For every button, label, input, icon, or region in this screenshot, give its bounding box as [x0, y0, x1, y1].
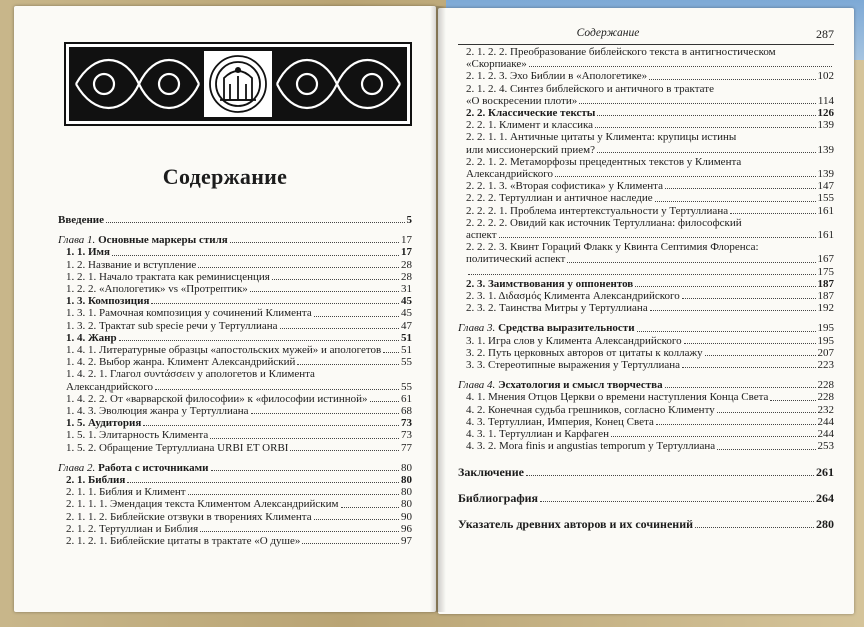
toc-page-number: 280 [816, 516, 834, 531]
toc-page-number: 195 [817, 322, 834, 335]
toc-entry [58, 356, 412, 368]
dot-leader [665, 188, 816, 189]
toc-entry-title: 1. 4. 2. 1. Глагол συντάσσειν у апологетов и Климента [66, 368, 315, 381]
dot-leader [529, 66, 832, 67]
toc-page-number: 28 [401, 258, 412, 271]
chapter-title: Средства выразительности [498, 322, 635, 335]
toc-entry [58, 234, 412, 246]
toc-entry-title [458, 379, 663, 391]
dot-leader [251, 413, 399, 414]
chapter-title: Эсхатология и смысл творчества [498, 379, 663, 392]
dot-leader [682, 298, 816, 299]
left-page [14, 6, 436, 612]
toc-page-number: 244 [817, 428, 834, 441]
toc-entry-title: 2. 3. 2. Таинства Митры у Тертуллиана [466, 302, 648, 315]
toc-page-number: 80 [401, 461, 412, 474]
toc-page-number: 264 [816, 490, 834, 505]
toc-page-number: 187 [817, 277, 834, 290]
toc-entry-title: 2. 2. Классические тексты [466, 107, 596, 120]
toc-entry-title: 1. 4. Жанр [66, 331, 117, 344]
toc-page-number: 114 [817, 94, 834, 107]
toc-entry [458, 46, 834, 70]
toc-page-number: 17 [401, 246, 412, 259]
dot-leader [635, 286, 815, 287]
toc-entry [458, 107, 834, 119]
toc-entry [58, 307, 412, 319]
dot-leader [188, 494, 399, 495]
toc-entry-title: 2. 2. 2. Тертуллиан и античное наследие [466, 192, 653, 205]
toc-entry-title: Указатель древних авторов и их сочинений [458, 516, 694, 531]
toc-entry [458, 266, 834, 278]
toc-entry-title: 1. 5. Аудитория [66, 417, 142, 430]
toc-entry [58, 523, 412, 535]
toc-entry [458, 335, 834, 347]
toc-page-number: 232 [817, 403, 834, 416]
dot-leader [595, 127, 815, 128]
toc-page-number: 80 [401, 498, 412, 511]
toc-entry [58, 474, 412, 486]
toc-entry-title: 3. 1. Игра слов у Климента Александрийского [466, 334, 682, 347]
dot-leader [650, 310, 816, 311]
dot-leader [290, 450, 399, 451]
toc-entry [58, 332, 412, 344]
page-title: Содержание [162, 164, 288, 189]
toc-entry [58, 511, 412, 523]
toc-page-number: 5 [406, 214, 412, 226]
toc-entry-title [58, 462, 209, 474]
toc-gap [458, 314, 834, 322]
dot-leader [579, 103, 816, 104]
toc-entry [458, 192, 834, 204]
toc-page-number: 244 [817, 415, 834, 428]
toc-entry [458, 440, 834, 452]
dot-leader [656, 424, 816, 425]
toc-gap [458, 479, 834, 491]
book-gutter [430, 6, 446, 612]
toc-page-number: 161 [817, 229, 834, 242]
toc-entry-title: 3. 2. Путь церковных авторов от цитаты к коллажу [466, 346, 703, 359]
toc-entry-title: 1. 2. 1. Начало трактата как реминисценция [66, 270, 270, 283]
dot-leader [383, 352, 399, 353]
chapter-label: Глава 4. [458, 379, 499, 392]
toc-page-number: 97 [401, 535, 412, 548]
toc-entry [458, 428, 834, 440]
toc-page-number: 147 [817, 180, 834, 193]
dot-leader [370, 401, 399, 402]
toc-entry [58, 295, 412, 307]
toc-entry-title: 4. 1. Мнения Отцов Церкви о времени наступления Конца Света [466, 391, 769, 404]
dot-leader [611, 436, 816, 437]
toc-list-left [58, 214, 412, 547]
toc-page-number: 261 [816, 464, 834, 479]
toc-entry [458, 302, 834, 314]
toc-entry [58, 320, 412, 332]
dot-leader [597, 152, 815, 153]
toc-entry-title: политический аспект [466, 253, 566, 266]
dot-leader [717, 412, 816, 413]
toc-entry-title: 2. 1. 1. 1. Эмендация текста Климентом Александрийским [66, 498, 339, 511]
toc-entry [458, 404, 834, 416]
toc-entry-title: 2. 1. 1. 2. Библейские отзвуки в творениях Климента [66, 510, 312, 523]
running-head-title: Содержание [576, 27, 640, 39]
right-page [438, 8, 854, 614]
toc-entry-title: «Скорпиаке» [466, 58, 527, 71]
dot-leader [499, 237, 816, 238]
toc-page-number: 73 [401, 417, 412, 430]
dot-leader [695, 527, 814, 528]
toc-entry [58, 535, 412, 547]
toc-page-number: 155 [817, 192, 834, 205]
dot-leader [341, 507, 400, 508]
dot-leader [198, 267, 399, 268]
toc-page-number: 139 [817, 168, 834, 181]
toc-entry [458, 70, 834, 82]
toc-entry [58, 417, 412, 429]
toc-page-number: 228 [817, 391, 834, 404]
toc-entry [58, 429, 412, 441]
toc-gap [58, 454, 412, 462]
dot-leader [143, 425, 399, 426]
toc-page-number: 51 [401, 344, 412, 357]
toc-entry-title: 4. 3. 1. Тертуллиан и Карфаген [466, 428, 609, 441]
dot-leader [730, 213, 815, 214]
toc-entry-title: 1. 3. 2. Трактат sub specie речи у Тертуллиана [66, 319, 278, 332]
toc-page-number: 161 [817, 204, 834, 217]
toc-entry [458, 205, 834, 217]
dot-leader [151, 303, 399, 304]
chapter-label: Глава 1. [58, 234, 99, 247]
toc-entry-title: 3. 3. Стереотипные выражения у Тертуллиана [466, 359, 680, 372]
dot-leader [297, 364, 399, 365]
toc-entry [458, 322, 834, 334]
toc-page-number: 77 [401, 441, 412, 454]
toc-page-number: 47 [401, 319, 412, 332]
dot-leader [200, 531, 399, 532]
toc-entry-title [58, 234, 228, 246]
toc-page-number: 126 [817, 107, 834, 120]
chapter-label: Глава 2. [58, 461, 99, 474]
toc-entry [458, 180, 834, 192]
chapter-title: Работа с источниками [98, 461, 209, 474]
toc-page-number: 195 [817, 334, 834, 347]
toc-page-number: 90 [401, 510, 412, 523]
chapter-label: Глава 3. [458, 322, 499, 335]
toc-entry-title: 4. 3. 2. Mora finis и angustias temporum у Тертуллиана [466, 440, 716, 453]
dot-leader [684, 343, 816, 344]
dot-leader [540, 501, 814, 502]
toc-entry-title: 1. 4. 3. Эволюция жанра у Тертуллиана [66, 405, 249, 418]
dot-leader [597, 115, 815, 116]
dot-leader [770, 400, 815, 401]
toc-gap [458, 371, 834, 379]
toc-page-number: 253 [817, 440, 834, 453]
toc-entry-title: 2. 1. 2. 3. Эхо Библии в «Апологетике» [466, 70, 648, 83]
toc-entry-title: «О воскресении плоти» [466, 94, 578, 107]
dot-leader [717, 449, 815, 450]
toc-entry-title: 1. 5. 2. Обращение Тертуллиана URBI ET ORBI [66, 441, 289, 454]
toc-entry [58, 368, 412, 392]
toc-entry [458, 290, 834, 302]
dot-leader [112, 255, 399, 256]
toc-entry [458, 379, 834, 391]
dot-leader [314, 519, 399, 520]
toc-gap [58, 226, 412, 234]
toc-page-number: 223 [817, 359, 834, 372]
page-number: 287 [816, 27, 834, 41]
toc-entry-title: аспект [466, 229, 497, 242]
toc-entry-title: 2. 1. Библия [66, 474, 126, 487]
dot-leader [655, 201, 816, 202]
toc-entry-title: 1. 5. 1. Элитарность Климента [66, 429, 209, 442]
toc-entry [458, 217, 834, 241]
toc-entry-title: 1. 1. Имя [66, 246, 110, 259]
toc-entry-title: 2. 1. 2. Тертуллиан и Библия [66, 522, 199, 535]
toc-entry-title: 2. 2. 1. 1. Античные цитаты у Климента: крупицы истины [466, 131, 737, 144]
toc-entry [458, 359, 834, 371]
toc-page-number: 80 [401, 474, 412, 487]
toc-entry-title: 1. 4. 2. 2. От «варварской философии» к «философии истинной» [66, 392, 368, 405]
toc-page-number: 139 [817, 143, 834, 156]
toc-entry [458, 119, 834, 131]
dot-leader [302, 543, 399, 544]
toc-entry-title: 2. 2. 2. 1. Проблема интертекстуальности у Тертуллиана [466, 204, 729, 217]
toc-entry-title: 1. 4. 1. Литературные образцы «апостольских мужей» и апологетов [66, 344, 382, 357]
toc-entry [458, 131, 834, 155]
toc-entry [458, 391, 834, 403]
dot-leader [127, 482, 399, 483]
toc-entry [58, 405, 412, 417]
ornament-banner-icon [64, 42, 412, 126]
toc-entry [458, 416, 834, 428]
dot-leader [230, 242, 399, 243]
toc-entry-title: 1. 3. 1. Рамочная композиция у сочинений Климента [66, 307, 312, 320]
toc-entry-title: или миссионерский прием? [466, 143, 596, 156]
toc-page-number: 228 [817, 379, 834, 392]
toc-page-number: 167 [817, 253, 834, 266]
toc-entry-title: 1. 4. 2. Выбор жанра. Климент Александрийский [66, 356, 296, 369]
toc-page-number: 17 [401, 234, 412, 247]
toc-page-number: 207 [817, 346, 834, 359]
dot-leader [106, 222, 404, 223]
toc-page-number: 45 [401, 295, 412, 308]
dot-leader [119, 340, 399, 341]
toc-gap [458, 505, 834, 517]
toc-entry-title: 1. 2. 2. «Апологетик» vs «Протрептик» [66, 283, 248, 296]
toc-entry [458, 491, 834, 505]
toc-page-number: 55 [401, 356, 412, 369]
dot-leader [272, 279, 399, 280]
toc-page-number: 45 [401, 307, 412, 320]
toc-list-right [458, 46, 834, 531]
toc-entry [58, 442, 412, 454]
toc-entry-title: 2. 2. 1. Климент и классика [466, 119, 594, 132]
dot-leader [155, 389, 399, 390]
toc-entry [58, 271, 412, 283]
toc-page-number: 192 [817, 302, 834, 315]
toc-page-number: 80 [401, 486, 412, 499]
dot-leader [649, 79, 815, 80]
toc-entry [58, 259, 412, 271]
running-header [458, 24, 834, 45]
toc-entry-title: Библиография [458, 490, 539, 505]
dot-leader [250, 291, 399, 292]
toc-entry [458, 241, 834, 265]
toc-entry [58, 486, 412, 498]
toc-entry-title: 4. 2. Конечная судьба грешников, согласно Клименту [466, 403, 715, 416]
toc-page-number: 175 [817, 265, 834, 278]
dot-leader [314, 316, 399, 317]
dot-leader [682, 367, 816, 368]
toc-entry [58, 214, 412, 226]
toc-page-number: 73 [401, 429, 412, 442]
dot-leader [280, 328, 399, 329]
toc-entry-title: 2. 2. 1. 3. «Вторая софистика» у Климента [466, 180, 663, 193]
dot-leader [637, 331, 816, 332]
toc-page-number: 68 [401, 405, 412, 418]
dot-leader [468, 274, 816, 275]
dot-leader [705, 355, 816, 356]
toc-entry-title: 2. 1. 2. 1. Библейские цитаты в трактате «О душе» [66, 535, 301, 548]
toc-entry-title: 1. 2. Название и вступление [66, 258, 197, 271]
toc-entry-title: 2. 2. 2. 3. Квинт Гораций Флакк у Квинта Септимия Флоренса: [466, 241, 759, 254]
toc-entry [458, 517, 834, 531]
toc-page-number: 51 [401, 331, 412, 344]
toc-entry [58, 246, 412, 258]
dot-leader [210, 438, 399, 439]
toc-entry-title: Заключение [458, 464, 524, 479]
toc-entry-title: 2. 2. 2. 2. Овидий как источник Тертуллиана: философский [466, 216, 742, 229]
toc-entry-title: 2. 1. 1. Библия и Климент [66, 486, 186, 499]
toc-entry [58, 462, 412, 474]
toc-entry-title: 2. 3. 1. Διδασμός Климента Александрийского [466, 290, 680, 303]
toc-page-number: 28 [401, 270, 412, 283]
dot-leader [555, 176, 816, 177]
toc-entry [458, 347, 834, 359]
toc-entry [458, 278, 834, 290]
toc-page-number: 31 [401, 283, 412, 296]
dot-leader [665, 387, 816, 388]
toc-page-number: 61 [401, 392, 412, 405]
toc-page-number: 187 [817, 290, 834, 303]
toc-page-number: 96 [401, 522, 412, 535]
toc-entry-title: Александрийского [466, 168, 553, 181]
toc-page-number: 139 [817, 119, 834, 132]
toc-entry [58, 498, 412, 510]
toc-entry [458, 83, 834, 107]
toc-entry-title [458, 322, 635, 334]
dot-leader [211, 470, 400, 471]
dot-leader [567, 262, 815, 263]
toc-entry-title: Введение [58, 214, 105, 226]
book-spread [6, 0, 858, 627]
toc-gap [458, 453, 834, 465]
toc-entry [58, 344, 412, 356]
toc-entry-title: 4. 3. Тертуллиан, Империя, Конец Света [466, 415, 654, 428]
toc-page-number: 55 [401, 380, 412, 393]
dot-leader [526, 475, 814, 476]
toc-entry [458, 156, 834, 180]
toc-entry-title: 2. 2. 1. 2. Метаморфозы прецедентных текстов у Климента [466, 155, 742, 168]
toc-page-number: 102 [817, 70, 834, 83]
toc-entry-title: 1. 3. Композиция [66, 295, 150, 308]
toc-entry [458, 465, 834, 479]
chapter-title: Основные маркеры стиля [98, 234, 228, 247]
toc-entry [58, 283, 412, 295]
toc-entry [58, 393, 412, 405]
toc-entry-title: 2. 3. Заимствования у оппонентов [466, 277, 634, 290]
toc-entry-title: 2. 1. 2. 4. Синтез библейского и античного в трактате [466, 82, 714, 95]
toc-entry-title: 2. 1. 2. 2. Преобразование библейского текста в антигностическом [466, 46, 776, 58]
toc-entry-title: Александрийского [66, 380, 153, 393]
